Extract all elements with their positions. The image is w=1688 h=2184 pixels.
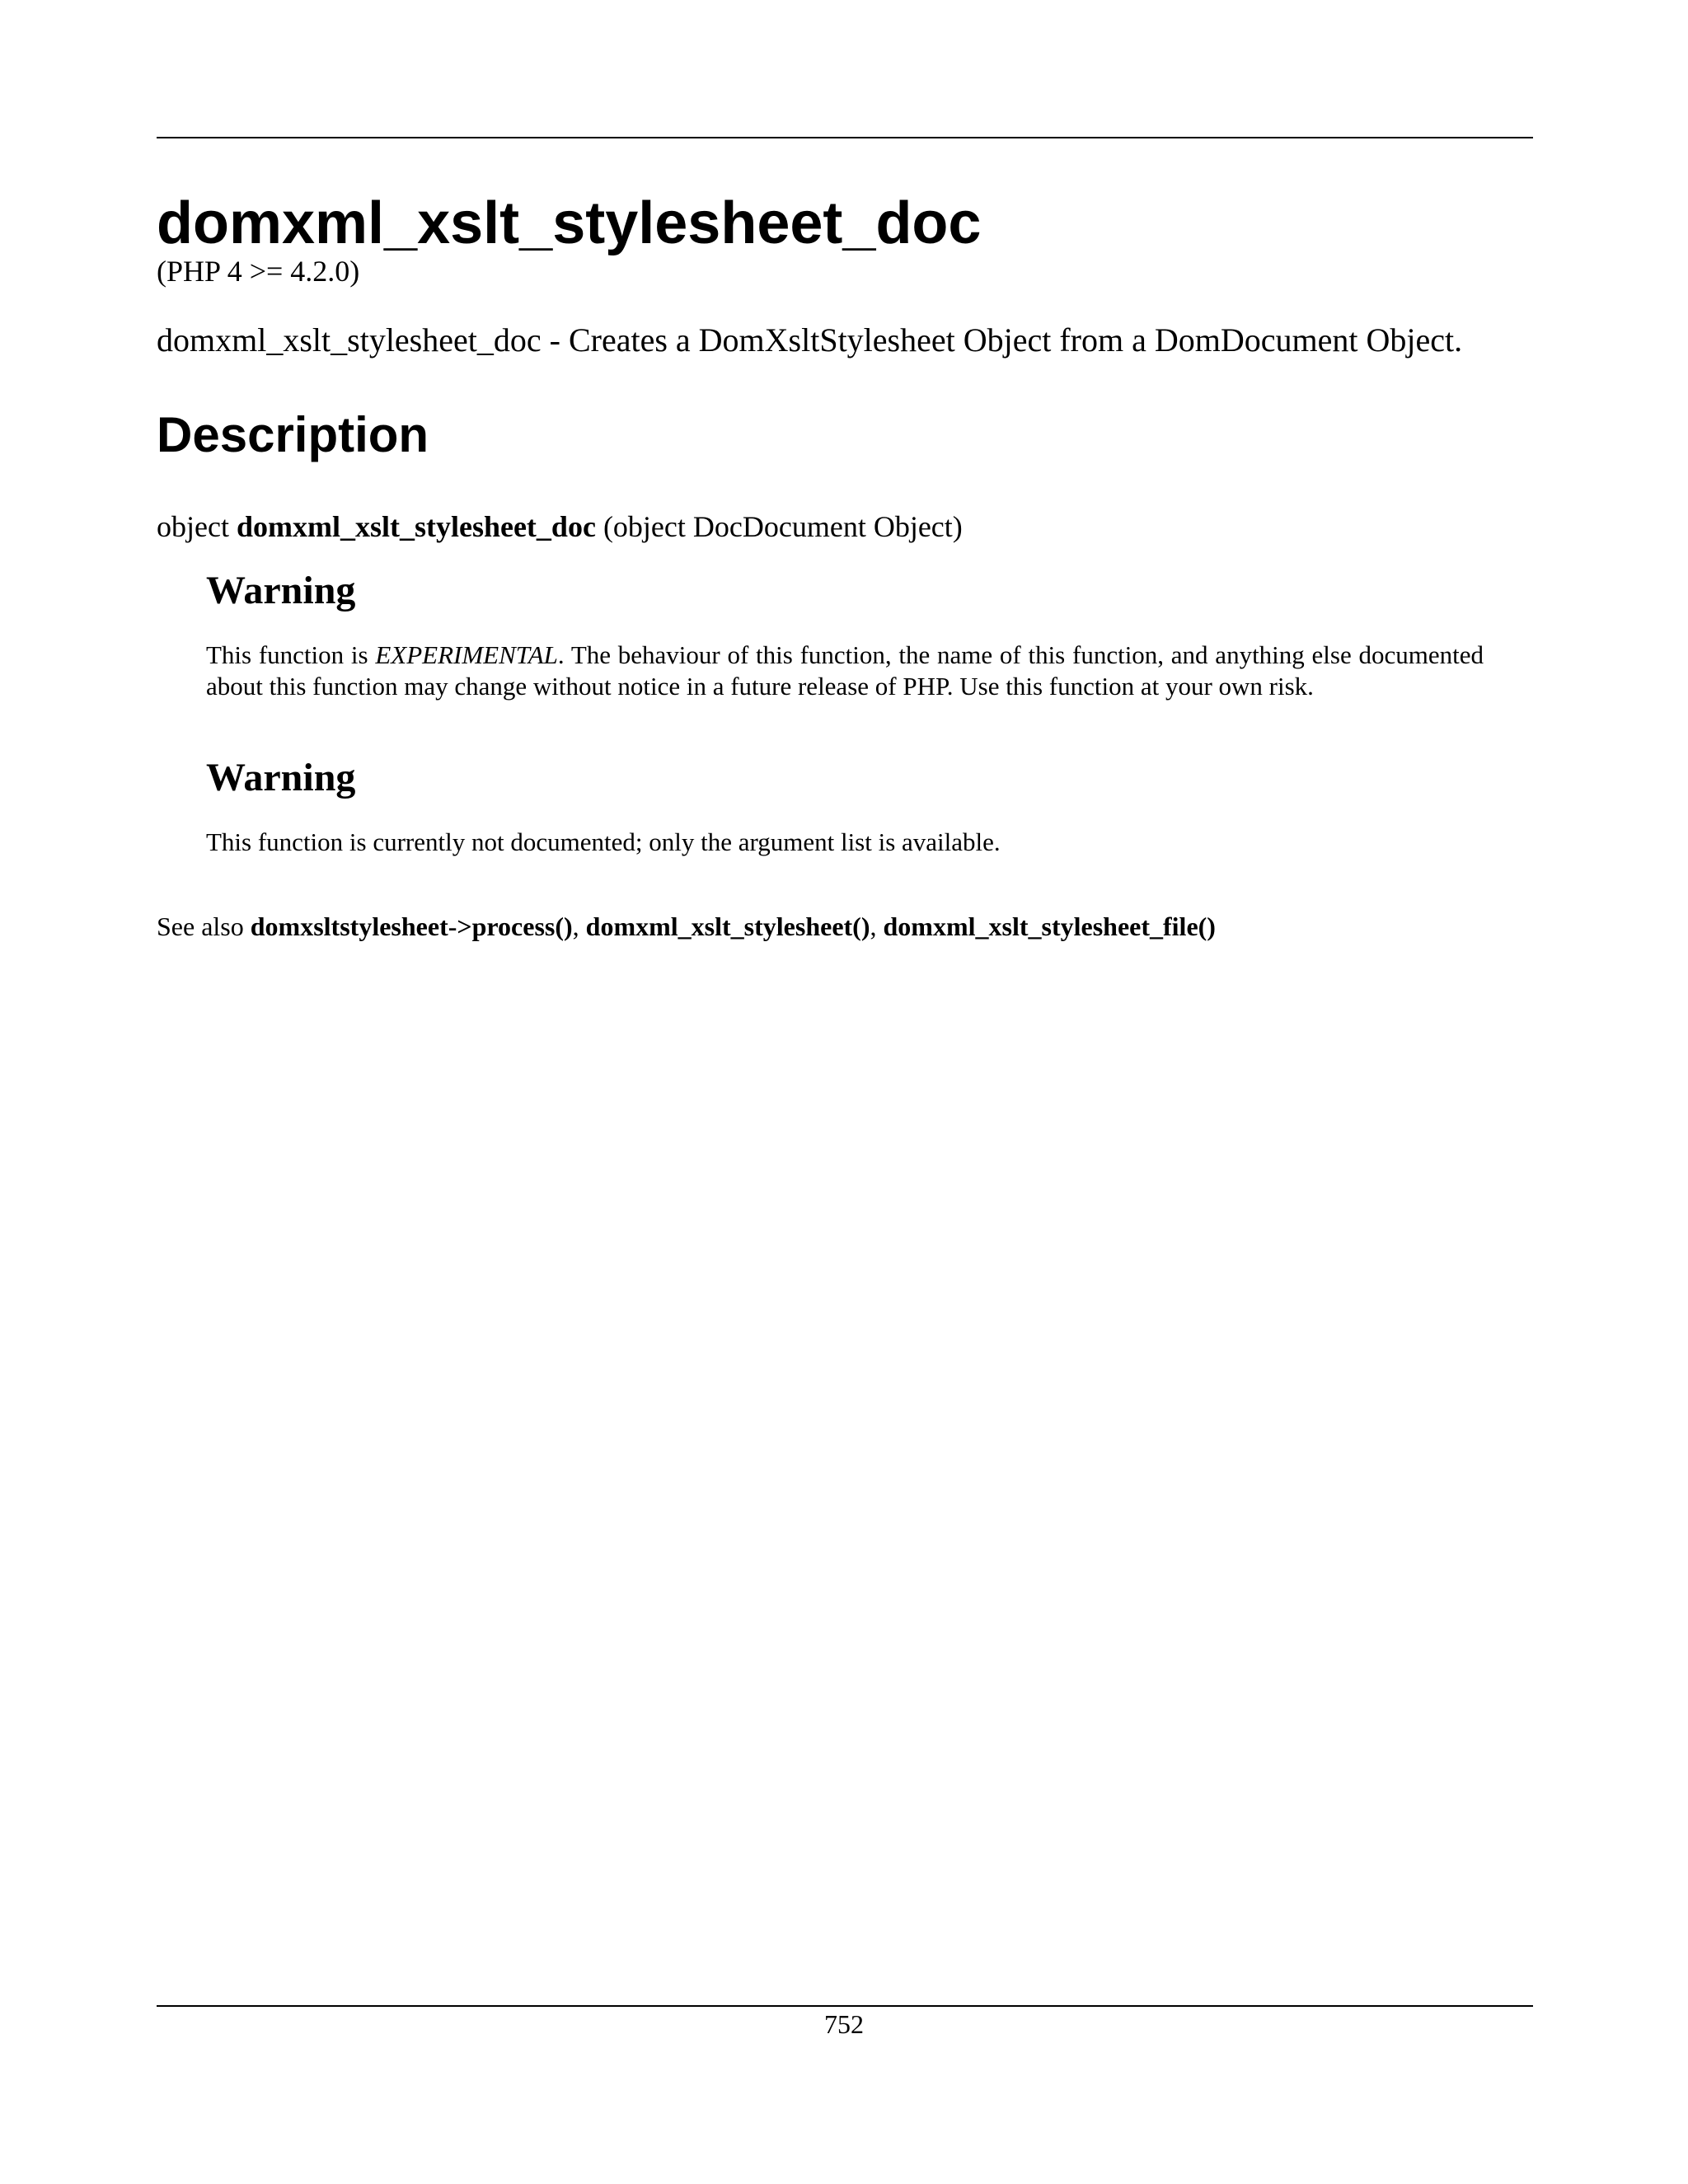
see-also-link-stylesheet-file[interactable]: domxml_xslt_stylesheet_file() [883, 912, 1216, 941]
function-synopsis [157, 509, 963, 545]
see-also-prefix: See also [157, 912, 244, 941]
see-also [157, 910, 1216, 943]
see-also-link-stylesheet[interactable]: domxml_xslt_stylesheet() [585, 912, 870, 941]
footer-rule [157, 2005, 1533, 2007]
synopsis-params: (object DocDocument Object) [603, 510, 963, 543]
warning-emphasis: EXPERIMENTAL [375, 640, 558, 669]
header-rule [157, 137, 1533, 138]
version-info: (PHP 4 >= 4.2.0) [157, 255, 360, 288]
page-title: domxml_xslt_stylesheet_doc [157, 190, 982, 256]
see-also-separator: , [870, 912, 877, 941]
warning-text-after: . The behaviour of this function, the name of this function, and anything else documented about this function may change without notice in a future release of PHP. Use this function at your own risk. [206, 640, 1484, 701]
function-purpose: domxml_xslt_stylesheet_doc - Creates a DomXsltStylesheet Object from a DomDocument Object. [157, 321, 1463, 359]
description-heading: Description [157, 407, 429, 462]
see-also-separator: , [572, 912, 579, 941]
synopsis-function-name: domxml_xslt_stylesheet_doc [236, 510, 596, 543]
synopsis-return-type: object [157, 510, 229, 543]
warning-text-before: This function is [206, 640, 376, 669]
warning-heading-undocumented: Warning [206, 756, 356, 799]
warning-heading-experimental: Warning [206, 569, 356, 612]
warning-text-undocumented: This function is currently not documented; only the argument list is available. [206, 827, 1001, 856]
see-also-link-process[interactable]: domxsltstylesheet->process() [250, 912, 573, 941]
page-number: 752 [824, 2009, 864, 2039]
warning-text-experimental [206, 640, 1484, 701]
